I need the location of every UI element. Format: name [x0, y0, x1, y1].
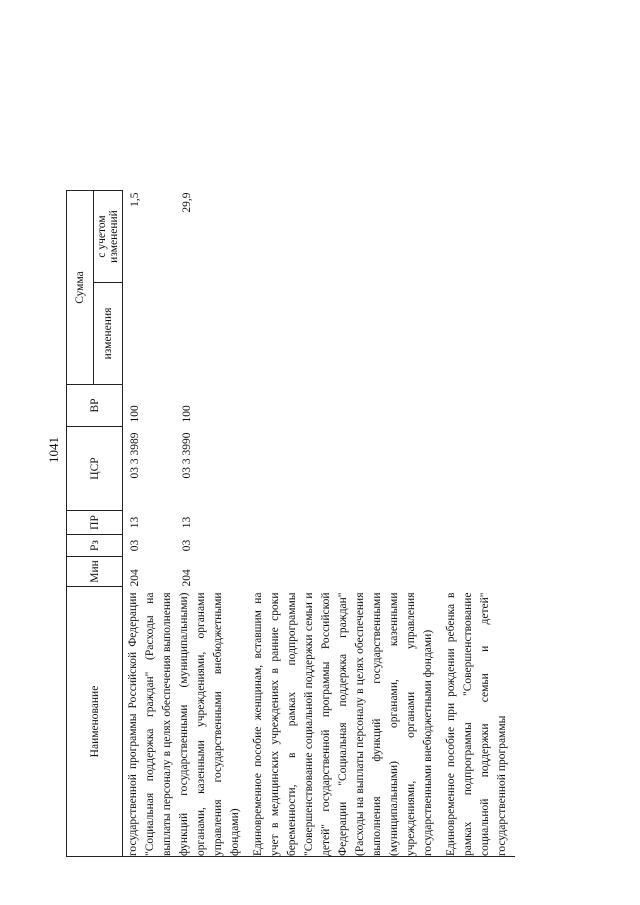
header-with-changes: с учетом изменений	[94, 191, 123, 283]
table-row	[123, 191, 516, 857]
vr-code: 100	[181, 405, 193, 423]
vr-code: 100	[129, 405, 141, 423]
header-min: Мин	[67, 557, 123, 587]
rz-code: 03	[129, 539, 141, 552]
row-name-text: Единовременное пособие женщинам, вставшим на учет в медицинских учреждениях в ранние сроки беременности, в рамках подпрограммы "Совершенствование социальной поддержки семьи и детей" государственной программы Российской Федерации "Социальная поддержка граждан" (Расходы на выплаты персоналу в целях обеспечения выполнения функций государственными (муниципальными) органами, казенными учреждениями, органами управления государственными внебюджетными фондами)	[252, 592, 434, 856]
sum-with-changes-value: 29,9	[181, 192, 193, 213]
sum-with-changes-value: 1,5	[129, 192, 141, 207]
row-name-text: государственной программы Российской Федерации "Социальная поддержка граждан" (Расходы на выплаты персоналу в целях обеспечения выполнения функций государственными (муниципальными) органами, казенными учреждениями, органами управления государственными внебюджетными фондами)	[127, 592, 241, 856]
header-changes: изменения	[94, 283, 123, 385]
rz-code: 03	[181, 539, 193, 552]
row-codes-pr	[123, 511, 516, 535]
pr-code: 13	[181, 516, 193, 529]
csr-code: 03 3 3989	[129, 432, 141, 479]
page-number: 1041	[46, 437, 61, 463]
min-code: 204	[129, 569, 141, 587]
header-vr: ВР	[67, 385, 123, 427]
row-codes-vr	[123, 385, 516, 427]
row-codes-min	[123, 557, 516, 587]
row-codes-csr	[123, 427, 516, 511]
header-csr: ЦСР	[67, 427, 123, 511]
row-sum-with-changes	[123, 191, 516, 283]
csr-code: 03 3 3990	[181, 432, 193, 479]
header-sum: Сумма	[67, 191, 94, 385]
table-header	[67, 191, 123, 857]
min-code: 204	[181, 569, 193, 587]
row-sum-changes	[123, 283, 516, 385]
row-codes-rz	[123, 535, 516, 557]
budget-table	[66, 190, 515, 857]
row-name-text: Единовременное пособие при рождении ребенка в рамках подпрограммы "Совершенствование социальной поддержки семьи и детей" государственной программы	[445, 592, 508, 856]
row-name	[123, 587, 516, 857]
header-pr: ПР	[67, 511, 123, 535]
header-rz: Рз	[67, 535, 123, 557]
pr-code: 13	[129, 516, 141, 529]
header-name: Наименование	[67, 587, 123, 857]
